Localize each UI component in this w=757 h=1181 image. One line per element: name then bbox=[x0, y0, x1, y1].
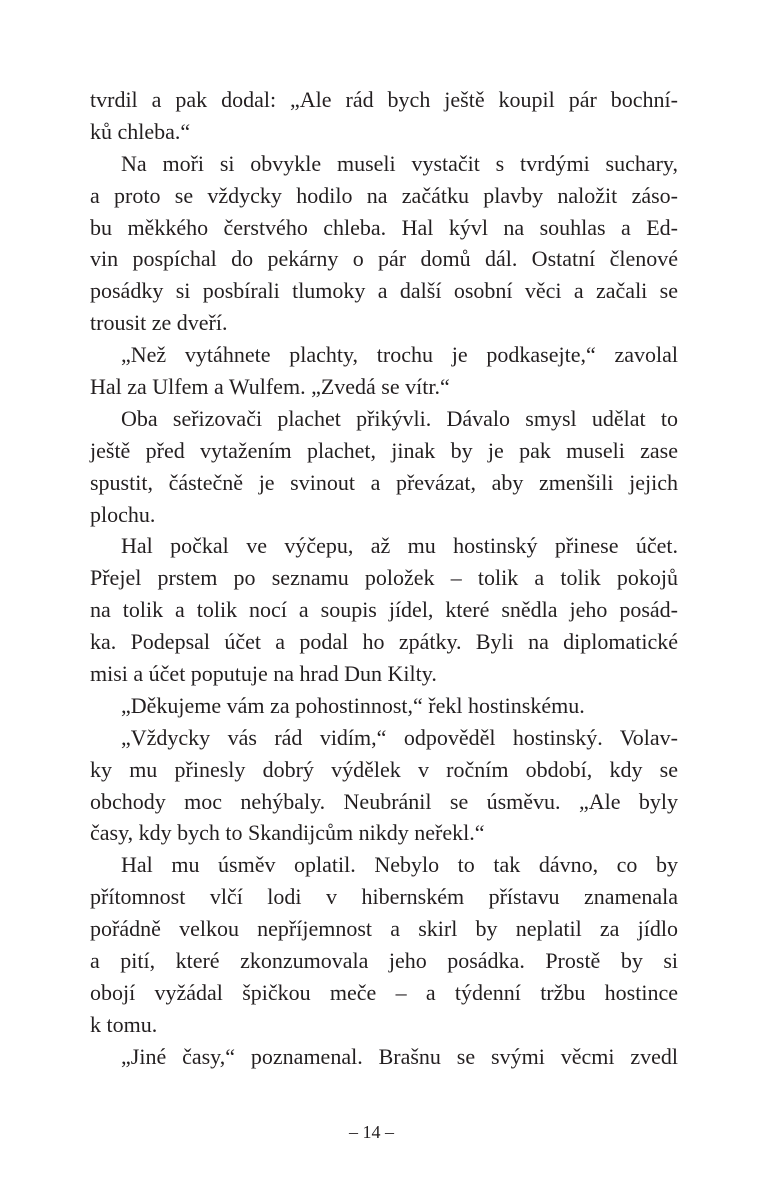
text-line: na tolik a tolik nocí a soupis jídel, které snědla jeho posád- bbox=[90, 597, 678, 623]
text-line: Na moři si obvykle museli vystačit s tvrdými suchary, bbox=[121, 150, 678, 176]
text-line: Přejel prstem po seznamu položek – tolik a tolik pokojů bbox=[90, 565, 678, 591]
text-line: vin pospíchal do pekárny o pár domů dál. Ostatní členové bbox=[90, 246, 678, 272]
text-line: ků chleba.“ bbox=[90, 118, 191, 144]
paragraph bbox=[90, 530, 678, 689]
text-line: pořádně velkou nepříjemnost a skirl by neplatil za jídlo bbox=[90, 916, 678, 942]
text-line: ka. Podepsal účet a podal ho zpátky. Byli na diplomatické bbox=[90, 629, 678, 655]
text-line: a pití, které zkonzumovala jeho posádka. Prostě by si bbox=[90, 948, 678, 974]
page-number: – 14 – bbox=[349, 1122, 394, 1142]
text-line: spustit, částečně je svinout a převázat, aby zmenšili jejich bbox=[90, 469, 678, 495]
text-line: a proto se vždycky hodilo na začátku plavby naložit záso- bbox=[90, 182, 678, 208]
paragraph bbox=[90, 84, 678, 148]
text-line: obojí vyžádal špičkou meče – a týdenní tržbu hostince bbox=[90, 979, 678, 1005]
text-line: trousit ze dveří. bbox=[90, 310, 228, 336]
text-line: „Vždycky vás rád vidím,“ odpověděl hostinský. Volav- bbox=[121, 724, 678, 750]
paragraph bbox=[90, 722, 678, 850]
paragraph bbox=[90, 849, 678, 1040]
text-line: Hal mu úsměv oplatil. Nebylo to tak dávno, co by bbox=[121, 852, 678, 878]
text-line: ky mu přinesly dobrý výdělek v ročním období, kdy se bbox=[90, 756, 678, 782]
text-line: Hal za Ulfem a Wulfem. „Zvedá se vítr.“ bbox=[90, 374, 450, 400]
page-number-footer bbox=[0, 1122, 757, 1143]
paragraph bbox=[90, 690, 678, 722]
text-line: posádky si posbírali tlumoky a další osobní věci a začali se bbox=[90, 278, 678, 304]
text-line: Hal počkal ve výčepu, až mu hostinský přinese účet. bbox=[121, 533, 678, 559]
text-line: ještě před vytažením plachet, jinak by je pak museli zase bbox=[90, 437, 678, 463]
paragraph bbox=[90, 339, 678, 403]
text-line: přítomnost vlčí lodi v hibernském přístavu znamenala bbox=[90, 884, 678, 910]
text-line: bu měkkého čerstvého chleba. Hal kývl na souhlas a Ed- bbox=[90, 214, 678, 240]
text-line: „Jiné časy,“ poznamenal. Brašnu se svými věcmi zvedl bbox=[121, 1043, 678, 1069]
text-line: misi a účet poputuje na hrad Dun Kilty. bbox=[90, 661, 437, 687]
text-line: časy, kdy bych to Skandijcům nikdy neřekl.“ bbox=[90, 820, 485, 846]
paragraph bbox=[90, 403, 678, 531]
paragraph bbox=[90, 1041, 678, 1073]
text-line: k tomu. bbox=[90, 1011, 158, 1037]
text-line: plochu. bbox=[90, 501, 156, 527]
text-line: „Než vytáhnete plachty, trochu je podkasejte,“ zavolal bbox=[121, 342, 678, 368]
text-line: „Děkujeme vám za pohostinnost,“ řekl hostinskému. bbox=[121, 692, 585, 718]
paragraph bbox=[90, 148, 678, 339]
text-line: tvrdil a pak dodal: „Ale rád bych ještě koupil pár bochní- bbox=[90, 87, 678, 112]
text-line: obchody moc nehýbaly. Neubránil se úsměvu. „Ale byly bbox=[90, 788, 678, 814]
text-line: Oba seřizovači plachet přikývli. Dávalo smysl udělat to bbox=[121, 405, 678, 431]
book-text bbox=[90, 84, 678, 1073]
